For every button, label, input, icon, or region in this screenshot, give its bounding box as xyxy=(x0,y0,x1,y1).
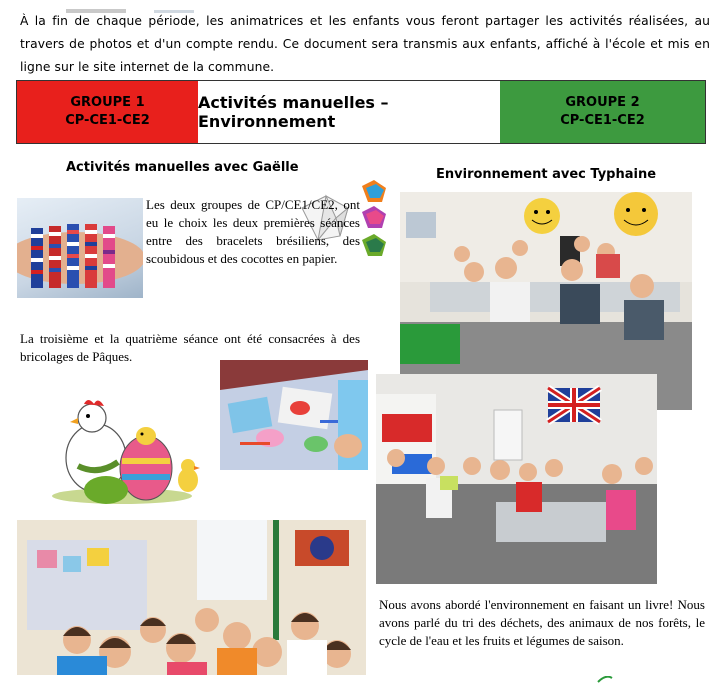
classroom-photo-2 xyxy=(376,374,657,584)
group2-label: GROUPE 2 xyxy=(565,95,640,110)
group1-cell xyxy=(17,81,198,143)
decorative-green-mark xyxy=(596,668,614,675)
left-paragraph-1: Les deux groupes de CP/CE1/CE2, ont eu le choix les deux premières séances entre des bracelets brésiliens, des scoubidous et des cocottes en papier. xyxy=(146,197,360,266)
bracelet-photo xyxy=(17,198,143,298)
left-section-title: Activités manuelles avec Gaëlle xyxy=(66,160,299,175)
group1-label: GROUPE 1 xyxy=(70,95,145,110)
top-logo-fragment xyxy=(66,0,196,6)
easter-hen-drawing xyxy=(48,396,208,508)
left-paragraph-2: La troisième et la quatrième séance ont été consacrées à des bricolages de Pâques. xyxy=(20,331,360,364)
group2-cell xyxy=(500,81,705,143)
band-title: Activités manuelles –Environnement xyxy=(198,81,500,143)
header-band xyxy=(16,80,706,144)
intro-paragraph: À la fin de chaque période, les animatrices et les enfants vous feront partager les activités réalisées, au travers de photos et d'un compte rendu. Ce document sera transmis aux enfants, affiché à l'école et mis en ligne sur le site internet de la commune. xyxy=(20,14,710,74)
right-paragraph: Nous avons abordé l'environnement en faisant un livre! Nous avons parlé du tri des déchets, des animaux de nos forêts, le cycle de l'eau et les fruits et légumes de saison. xyxy=(379,597,705,648)
group2-level: CP-CE1-CE2 xyxy=(560,113,645,128)
easter-crafts-table-photo xyxy=(220,360,368,470)
children-group-photo xyxy=(17,520,366,675)
right-section-title: Environnement avec Typhaine xyxy=(436,167,657,182)
group1-level: CP-CE1-CE2 xyxy=(65,113,150,128)
